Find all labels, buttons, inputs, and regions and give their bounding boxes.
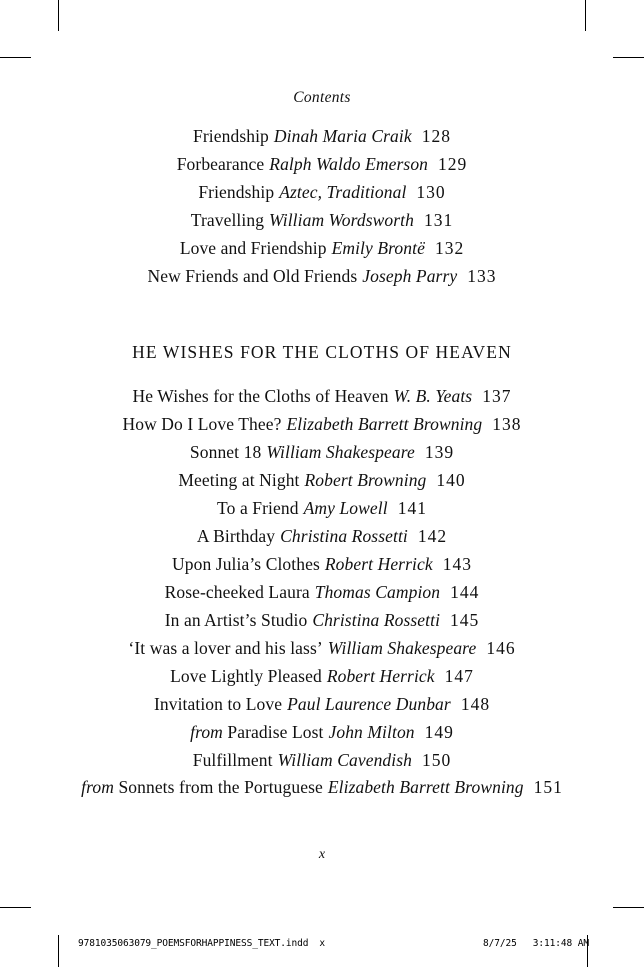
toc-entry-page-number: 148 [460,694,491,714]
toc-entry-page-number: 150 [422,750,452,770]
toc-entry-title [170,666,322,686]
toc-entry-page-number: 151 [533,777,563,797]
slug-folio: x [319,938,326,949]
toc-entry-author: Robert Herrick [326,666,435,686]
toc-entry[interactable] [58,550,586,578]
running-head: Contents [293,89,351,106]
toc-entry-author: Elizabeth Barrett Browning [327,777,524,797]
toc-entry[interactable] [58,206,586,234]
toc-entry-title-text: Love Lightly Pleased [170,666,322,686]
toc-entry-page-number: 139 [424,442,455,462]
toc-list [58,122,586,290]
toc-entry-page-number: 133 [467,265,497,286]
toc-entry-title-text: Sonnets from the Portuguese [118,777,323,797]
toc-list [58,382,586,801]
toc-entry[interactable] [58,410,586,438]
toc-entry-title [190,722,323,742]
toc-entry-author: Christina Rossetti [312,610,441,630]
toc-entry-page-number: 145 [450,610,480,630]
toc-entry-title-text: In an Artist’s Studio [164,610,308,630]
toc-entry-author: Emily Brontë [331,237,425,258]
toc-entry-title [177,154,265,174]
toc-entry-author: William Wordsworth [269,209,414,230]
toc-entry[interactable] [58,382,586,410]
toc-entry-title [193,750,273,770]
toc-entry-page-number: 147 [444,666,474,686]
toc-entry-title-text: Fulfillment [192,750,273,770]
toc-entry-title-text: Forbearance [176,153,265,174]
section-heading: HE WISHES FOR THE CLOTHS OF HEAVEN [132,341,512,362]
toc-entry-page-number: 144 [450,582,480,602]
toc-entry[interactable] [58,438,586,466]
toc-entry-title [154,694,282,714]
toc-entry-author: William Shakespeare [327,638,477,658]
toc-entry-title-text: Love and Friendship [179,237,327,258]
toc-entry[interactable] [58,262,586,290]
crop-mark-bottom-right-horizontal [613,907,644,908]
toc-entry-author: Joseph Parry [362,265,458,286]
toc-entry-page-number: 130 [416,181,446,202]
toc-entry-title [147,266,357,286]
toc-entry[interactable] [58,718,586,746]
contents-blocks [58,122,586,802]
toc-entry-author: William Shakespeare [266,442,415,462]
toc-entry-title [165,582,310,602]
toc-entry-title-text: Friendship [198,181,275,202]
toc-entry-page-number: 149 [424,722,454,742]
page-content [58,57,586,907]
toc-entry[interactable] [58,634,586,662]
toc-entry-title-text: Paradise Lost [227,722,324,742]
toc-entry[interactable] [58,606,586,634]
crop-mark-bottom-left-vertical [58,935,59,967]
toc-entry[interactable] [58,466,586,494]
toc-entry-author: Dinah Maria Craik [273,125,412,146]
toc-entry[interactable] [58,150,586,178]
toc-entry-author: John Milton [328,722,415,742]
toc-entry-page-number: 141 [397,498,427,518]
toc-entry-title [178,470,299,490]
toc-entry[interactable] [58,122,586,150]
slug-time: 3:11:48 AM [532,938,589,949]
toc-entry-page-number: 137 [482,386,512,406]
toc-entry-title [197,526,275,546]
toc-entry-title [133,386,389,406]
toc-entry-title [217,498,299,518]
toc-entry-title-text: How Do I Love Thee? [122,414,282,434]
toc-entry-title [81,777,323,797]
crop-mark-bottom-left-horizontal [0,907,31,908]
toc-entry-title [122,414,281,434]
toc-entry-title-text: To a Friend [217,498,299,518]
toc-entry-author: Ralph Waldo Emerson [269,153,429,174]
toc-entry-title [193,126,269,146]
toc-entry-title-prefix: from [81,777,114,797]
toc-entry-title-text: ‘It was a lover and his lass’ [128,638,323,658]
toc-entry-author: Christina Rossetti [280,526,408,546]
toc-entry[interactable] [58,522,586,550]
toc-entry-title [190,442,261,462]
toc-entry-title-text: He Wishes for the Cloths of Heaven [132,386,389,406]
toc-entry-page-number: 131 [423,209,454,230]
toc-entry[interactable] [58,178,586,206]
toc-entry-author: W. B. Yeats [393,386,473,406]
toc-entry-page-number: 146 [486,638,516,658]
toc-entry-author: Robert Browning [304,470,427,490]
toc-entry-title [198,182,274,202]
toc-entry[interactable] [58,494,586,522]
toc-entry-title [180,238,327,258]
toc-entry-title-text: A Birthday [196,526,276,546]
toc-entry-title-text: Friendship [193,125,269,146]
slug-date: 8/7/25 [483,938,517,949]
toc-entry-author: Robert Herrick [324,554,433,574]
toc-entry-title-text: Upon Julia’s Clothes [172,554,320,574]
toc-entry[interactable] [58,234,586,262]
toc-entry-author: Amy Lowell [303,498,388,518]
toc-entry-title [172,554,320,574]
toc-entry[interactable] [58,662,586,690]
toc-entry-page-number: 132 [434,237,465,258]
crop-mark-top-left-horizontal [0,57,31,58]
toc-entry-author: Elizabeth Barrett Browning [286,414,483,434]
toc-entry-title [165,610,308,630]
crop-mark-top-left-vertical [58,0,59,31]
toc-entry-author: Thomas Campion [314,582,441,602]
toc-entry[interactable] [58,746,586,774]
slug-filename: 9781035063079_POEMSFORHAPPINESS_TEXT.indd [78,938,309,949]
toc-entry[interactable] [58,578,586,606]
toc-entry-title-prefix: from [190,722,223,742]
toc-entry-page-number: 138 [492,414,522,434]
toc-entry-title-text: Meeting at Night [178,470,300,490]
crop-mark-top-right-vertical [585,0,586,31]
toc-entry-title [128,638,322,658]
toc-entry-title-text: Rose-cheeked Laura [164,582,310,602]
toc-entry-title-text: Travelling [190,209,265,230]
toc-entry-page-number: 143 [442,554,472,574]
indesign-slug-line [78,938,589,949]
toc-entry[interactable] [58,690,586,718]
toc-entry-title [191,210,264,230]
toc-entry-page-number: 129 [438,153,468,174]
toc-entry-author: William Cavendish [277,750,412,770]
toc-entry-title-text: Invitation to Love [153,694,283,714]
crop-mark-top-right-horizontal [613,57,644,58]
toc-entry-page-number: 140 [436,470,466,490]
toc-entry-author: Paul Laurence Dunbar [287,694,451,714]
toc-entry-author: Aztec, Traditional [279,181,407,202]
toc-entry-page-number: 142 [417,526,448,546]
page-folio: x [318,847,326,862]
toc-entry-title-text: Sonnet 18 [189,442,262,462]
toc-entry[interactable] [58,774,586,801]
toc-entry-title-text: New Friends and Old Friends [147,265,358,286]
toc-entry-page-number: 128 [421,125,451,146]
